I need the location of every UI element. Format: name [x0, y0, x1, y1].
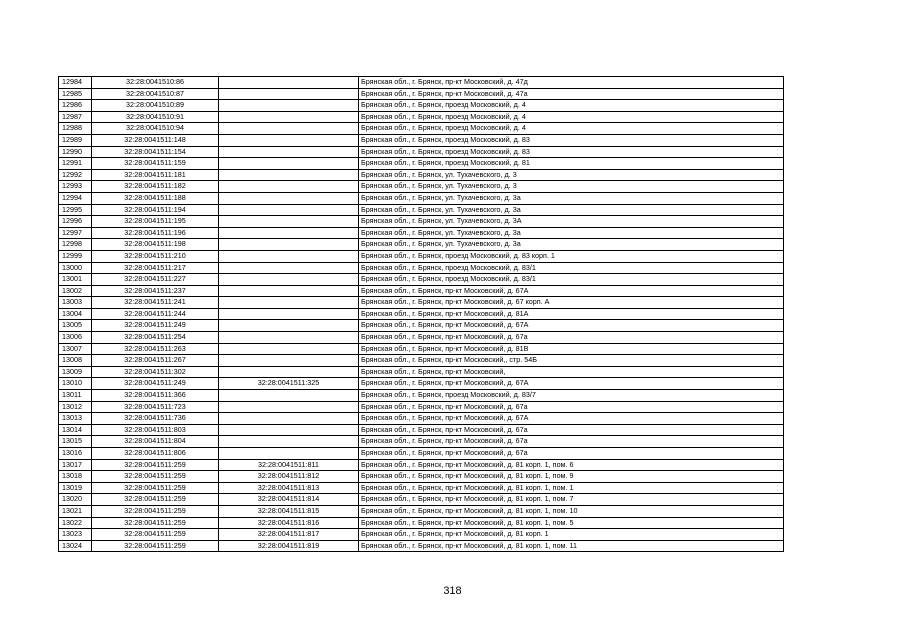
cadastral-number-cell: 32:28:0041511:259	[92, 482, 219, 494]
object-cadastral-number-cell	[219, 274, 359, 286]
cadastral-number-cell: 32:28:0041510:86	[92, 77, 219, 89]
address-cell: Брянская обл., г. Брянск, проезд Московский, д. 4	[359, 123, 784, 135]
row-number-cell: 13000	[59, 262, 92, 274]
row-number-cell: 12998	[59, 239, 92, 251]
table-row	[59, 529, 784, 541]
row-number-cell: 12996	[59, 216, 92, 228]
address-cell: Брянская обл., г. Брянск, пр-кт Московский, д. 67А	[359, 320, 784, 332]
page-number: 318	[443, 585, 462, 597]
cadastral-number-cell: 32:28:0041511:804	[92, 436, 219, 448]
table-row	[59, 77, 784, 89]
cadastral-number-cell: 32:28:0041511:259	[92, 494, 219, 506]
address-cell: Брянская обл., г. Брянск, ул. Тухачевского, д. 3	[359, 181, 784, 193]
cadastral-number-cell: 32:28:0041511:241	[92, 297, 219, 309]
object-cadastral-number-cell	[219, 181, 359, 193]
row-number-cell: 13021	[59, 505, 92, 517]
object-cadastral-number-cell	[219, 436, 359, 448]
table-row	[59, 355, 784, 367]
table-row	[59, 239, 784, 251]
object-cadastral-number-cell	[219, 158, 359, 170]
cadastral-number-cell: 32:28:0041511:259	[92, 517, 219, 529]
row-number-cell: 12990	[59, 146, 92, 158]
table-row	[59, 390, 784, 402]
address-cell: Брянская обл., г. Брянск, пр-кт Московский, д. 81 корп. 1, пом. 9	[359, 471, 784, 483]
cadastral-number-cell: 32:28:0041511:249	[92, 378, 219, 390]
object-cadastral-number-cell	[219, 111, 359, 123]
table-body	[59, 77, 784, 552]
cadastral-number-cell: 32:28:0041511:259	[92, 471, 219, 483]
table-row	[59, 424, 784, 436]
row-number-cell: 13007	[59, 343, 92, 355]
cadastral-number-cell: 32:28:0041511:803	[92, 424, 219, 436]
object-cadastral-number-cell	[219, 204, 359, 216]
address-cell: Брянская обл., г. Брянск, ул. Тухачевского, д. 3а	[359, 227, 784, 239]
object-cadastral-number-cell	[219, 77, 359, 89]
object-cadastral-number-cell	[219, 390, 359, 402]
address-cell: Брянская обл., г. Брянск, пр-кт Московский, д. 81 корп. 1, пом. 6	[359, 459, 784, 471]
address-cell: Брянская обл., г. Брянск, пр-кт Московский, д. 67а	[359, 332, 784, 344]
table-row	[59, 111, 784, 123]
object-cadastral-number-cell	[219, 100, 359, 112]
cadastral-number-cell: 32:28:0041511:263	[92, 343, 219, 355]
table-row	[59, 262, 784, 274]
cadastral-number-cell: 32:28:0041511:366	[92, 390, 219, 402]
address-cell: Брянская обл., г. Брянск, ул. Тухачевского, д. 3	[359, 169, 784, 181]
table-row	[59, 471, 784, 483]
object-cadastral-number-cell: 32:28:0041511:816	[219, 517, 359, 529]
object-cadastral-number-cell	[219, 169, 359, 181]
address-cell: Брянская обл., г. Брянск, проезд Московский, д. 83 корп. 1	[359, 250, 784, 262]
table-row	[59, 540, 784, 552]
table-row	[59, 227, 784, 239]
object-cadastral-number-cell	[219, 250, 359, 262]
row-number-cell: 13018	[59, 471, 92, 483]
row-number-cell: 13005	[59, 320, 92, 332]
row-number-cell: 13019	[59, 482, 92, 494]
row-number-cell: 13017	[59, 459, 92, 471]
cadastral-number-cell: 32:28:0041511:181	[92, 169, 219, 181]
object-cadastral-number-cell	[219, 285, 359, 297]
row-number-cell: 12987	[59, 111, 92, 123]
table-row	[59, 134, 784, 146]
row-number-cell: 13020	[59, 494, 92, 506]
row-number-cell: 13024	[59, 540, 92, 552]
table-row	[59, 158, 784, 170]
cadastral-number-cell: 32:28:0041511:254	[92, 332, 219, 344]
cadastral-number-cell: 32:28:0041511:194	[92, 204, 219, 216]
table-row	[59, 250, 784, 262]
object-cadastral-number-cell	[219, 413, 359, 425]
row-number-cell: 13001	[59, 274, 92, 286]
cadastral-number-cell: 32:28:0041510:94	[92, 123, 219, 135]
table-row	[59, 378, 784, 390]
address-cell: Брянская обл., г. Брянск, проезд Московский, д. 83/7	[359, 390, 784, 402]
row-number-cell: 13011	[59, 390, 92, 402]
row-number-cell: 13015	[59, 436, 92, 448]
address-cell: Брянская обл., г. Брянск, пр-кт Московский, д. 81 корп. 1, пом. 10	[359, 505, 784, 517]
table-row	[59, 459, 784, 471]
object-cadastral-number-cell	[219, 88, 359, 100]
table-row	[59, 482, 784, 494]
address-cell: Брянская обл., г. Брянск, пр-кт Московский, д. 81В	[359, 343, 784, 355]
address-cell: Брянская обл., г. Брянск, пр-кт Московский, д. 81 корп. 1, пом. 7	[359, 494, 784, 506]
cadastral-number-cell: 32:28:0041511:259	[92, 529, 219, 541]
object-cadastral-number-cell: 32:28:0041511:817	[219, 529, 359, 541]
object-cadastral-number-cell	[219, 262, 359, 274]
row-number-cell: 12993	[59, 181, 92, 193]
address-cell: Брянская обл., г. Брянск, проезд Московский, д. 83	[359, 146, 784, 158]
cadastral-number-cell: 32:28:0041510:91	[92, 111, 219, 123]
object-cadastral-number-cell: 32:28:0041511:813	[219, 482, 359, 494]
cadastral-number-cell: 32:28:0041511:259	[92, 505, 219, 517]
row-number-cell: 13012	[59, 401, 92, 413]
cadastral-number-cell: 32:28:0041511:736	[92, 413, 219, 425]
object-cadastral-number-cell: 32:28:0041511:814	[219, 494, 359, 506]
address-cell: Брянская обл., г. Брянск, пр-кт Московский, д. 81 корп. 1, пом. 5	[359, 517, 784, 529]
table-row	[59, 123, 784, 135]
object-cadastral-number-cell: 32:28:0041511:325	[219, 378, 359, 390]
row-number-cell: 12997	[59, 227, 92, 239]
cadastral-number-cell: 32:28:0041511:259	[92, 540, 219, 552]
address-cell: Брянская обл., г. Брянск, пр-кт Московский, д. 47а	[359, 88, 784, 100]
row-number-cell: 12985	[59, 88, 92, 100]
cadastral-number-cell: 32:28:0041510:87	[92, 88, 219, 100]
address-cell: Брянская обл., г. Брянск, пр-кт Московский, д. 67а	[359, 448, 784, 460]
object-cadastral-number-cell: 32:28:0041511:811	[219, 459, 359, 471]
cadastral-number-cell: 32:28:0041511:249	[92, 320, 219, 332]
address-cell: Брянская обл., г. Брянск, пр-кт Московский, д. 81А	[359, 308, 784, 320]
cadastral-number-cell: 32:28:0041511:217	[92, 262, 219, 274]
address-cell: Брянская обл., г. Брянск, пр-кт Московский, д. 67А	[359, 413, 784, 425]
row-number-cell: 13010	[59, 378, 92, 390]
address-cell: Брянская обл., г. Брянск, пр-кт Московский, д. 67А	[359, 285, 784, 297]
table-row	[59, 436, 784, 448]
cadastral-number-cell: 32:28:0041511:806	[92, 448, 219, 460]
address-cell: Брянская обл., г. Брянск, пр-кт Московский, д. 67 корп. А	[359, 297, 784, 309]
row-number-cell: 13023	[59, 529, 92, 541]
table-row	[59, 204, 784, 216]
object-cadastral-number-cell	[219, 343, 359, 355]
address-cell: Брянская обл., г. Брянск, проезд Московский, д. 83/1	[359, 262, 784, 274]
table-row	[59, 401, 784, 413]
address-cell: Брянская обл., г. Брянск, пр-кт Московский,, стр. 54Б	[359, 355, 784, 367]
table-row	[59, 192, 784, 204]
address-cell: Брянская обл., г. Брянск, пр-кт Московский, д. 67а	[359, 436, 784, 448]
address-cell: Брянская обл., г. Брянск, пр-кт Московский, д. 67а	[359, 401, 784, 413]
table-row	[59, 297, 784, 309]
table-row	[59, 332, 784, 344]
address-cell: Брянская обл., г. Брянск, пр-кт Московский, д. 81 корп. 1, пом. 1	[359, 482, 784, 494]
object-cadastral-number-cell	[219, 448, 359, 460]
cadastral-number-cell: 32:28:0041511:244	[92, 308, 219, 320]
cadastral-number-cell: 32:28:0041511:159	[92, 158, 219, 170]
table-row	[59, 169, 784, 181]
object-cadastral-number-cell	[219, 355, 359, 367]
object-cadastral-number-cell	[219, 332, 359, 344]
table-row	[59, 366, 784, 378]
table-row	[59, 88, 784, 100]
row-number-cell: 13016	[59, 448, 92, 460]
table-row	[59, 100, 784, 112]
table-row	[59, 505, 784, 517]
table-row	[59, 146, 784, 158]
cadastral-number-cell: 32:28:0041511:182	[92, 181, 219, 193]
object-cadastral-number-cell	[219, 227, 359, 239]
cadastral-number-cell: 32:28:0041510:89	[92, 100, 219, 112]
row-number-cell: 12992	[59, 169, 92, 181]
address-cell: Брянская обл., г. Брянск, проезд Московский, д. 4	[359, 100, 784, 112]
table-row	[59, 216, 784, 228]
row-number-cell: 12991	[59, 158, 92, 170]
address-cell: Брянская обл., г. Брянск, ул. Тухачевского, д. 3а	[359, 192, 784, 204]
table-row	[59, 308, 784, 320]
address-cell: Брянская обл., г. Брянск, пр-кт Московский, д. 81 корп. 1	[359, 529, 784, 541]
object-cadastral-number-cell	[219, 320, 359, 332]
cadastral-number-cell: 32:28:0041511:267	[92, 355, 219, 367]
row-number-cell: 13013	[59, 413, 92, 425]
object-cadastral-number-cell: 32:28:0041511:812	[219, 471, 359, 483]
cadastral-number-cell: 32:28:0041511:259	[92, 459, 219, 471]
address-cell: Брянская обл., г. Брянск, проезд Московский, д. 81	[359, 158, 784, 170]
object-cadastral-number-cell: 32:28:0041511:815	[219, 505, 359, 517]
table-row	[59, 274, 784, 286]
table-row	[59, 320, 784, 332]
cadastral-number-cell: 32:28:0041511:237	[92, 285, 219, 297]
object-cadastral-number-cell	[219, 366, 359, 378]
table-row	[59, 448, 784, 460]
row-number-cell: 13014	[59, 424, 92, 436]
cadastral-number-cell: 32:28:0041511:210	[92, 250, 219, 262]
cadastral-number-cell: 32:28:0041511:154	[92, 146, 219, 158]
row-number-cell: 13003	[59, 297, 92, 309]
cadastral-number-cell: 32:28:0041511:723	[92, 401, 219, 413]
row-number-cell: 12988	[59, 123, 92, 135]
object-cadastral-number-cell	[219, 401, 359, 413]
object-cadastral-number-cell	[219, 123, 359, 135]
object-cadastral-number-cell	[219, 146, 359, 158]
row-number-cell: 13006	[59, 332, 92, 344]
table-row	[59, 181, 784, 193]
cadastral-number-cell: 32:28:0041511:196	[92, 227, 219, 239]
cadastral-table	[58, 76, 784, 552]
table-row	[59, 343, 784, 355]
cadastral-number-cell: 32:28:0041511:195	[92, 216, 219, 228]
row-number-cell: 13008	[59, 355, 92, 367]
row-number-cell: 13022	[59, 517, 92, 529]
object-cadastral-number-cell: 32:28:0041511:819	[219, 540, 359, 552]
address-cell: Брянская обл., г. Брянск, пр-кт Московский, д. 81 корп. 1, пом. 11	[359, 540, 784, 552]
object-cadastral-number-cell	[219, 308, 359, 320]
row-number-cell: 12994	[59, 192, 92, 204]
object-cadastral-number-cell	[219, 424, 359, 436]
object-cadastral-number-cell	[219, 134, 359, 146]
address-cell: Брянская обл., г. Брянск, ул. Тухачевского, д. 3А	[359, 216, 784, 228]
row-number-cell: 12989	[59, 134, 92, 146]
cadastral-number-cell: 32:28:0041511:148	[92, 134, 219, 146]
address-cell: Брянская обл., г. Брянск, ул. Тухачевского, д. 3а	[359, 239, 784, 251]
row-number-cell: 12984	[59, 77, 92, 89]
object-cadastral-number-cell	[219, 239, 359, 251]
address-cell: Брянская обл., г. Брянск, проезд Московский, д. 83/1	[359, 274, 784, 286]
table-row	[59, 413, 784, 425]
address-cell: Брянская обл., г. Брянск, пр-кт Московский, д. 67А	[359, 378, 784, 390]
address-cell: Брянская обл., г. Брянск, пр-кт Московский, д. 67а	[359, 424, 784, 436]
cadastral-number-cell: 32:28:0041511:198	[92, 239, 219, 251]
table-row	[59, 517, 784, 529]
cadastral-number-cell: 32:28:0041511:227	[92, 274, 219, 286]
address-cell: Брянская обл., г. Брянск, пр-кт Московский, д. 47д	[359, 77, 784, 89]
cadastral-number-cell: 32:28:0041511:302	[92, 366, 219, 378]
table-row	[59, 494, 784, 506]
object-cadastral-number-cell	[219, 192, 359, 204]
row-number-cell: 13004	[59, 308, 92, 320]
object-cadastral-number-cell	[219, 297, 359, 309]
object-cadastral-number-cell	[219, 216, 359, 228]
table-row	[59, 285, 784, 297]
address-cell: Брянская обл., г. Брянск, пр-кт Московский,	[359, 366, 784, 378]
row-number-cell: 12999	[59, 250, 92, 262]
address-cell: Брянская обл., г. Брянск, ул. Тухачевского, д. 3а	[359, 204, 784, 216]
row-number-cell: 12995	[59, 204, 92, 216]
cadastral-number-cell: 32:28:0041511:188	[92, 192, 219, 204]
row-number-cell: 13002	[59, 285, 92, 297]
row-number-cell: 12986	[59, 100, 92, 112]
address-cell: Брянская обл., г. Брянск, проезд Московский, д. 83	[359, 134, 784, 146]
row-number-cell: 13009	[59, 366, 92, 378]
address-cell: Брянская обл., г. Брянск, проезд Московский, д. 4	[359, 111, 784, 123]
